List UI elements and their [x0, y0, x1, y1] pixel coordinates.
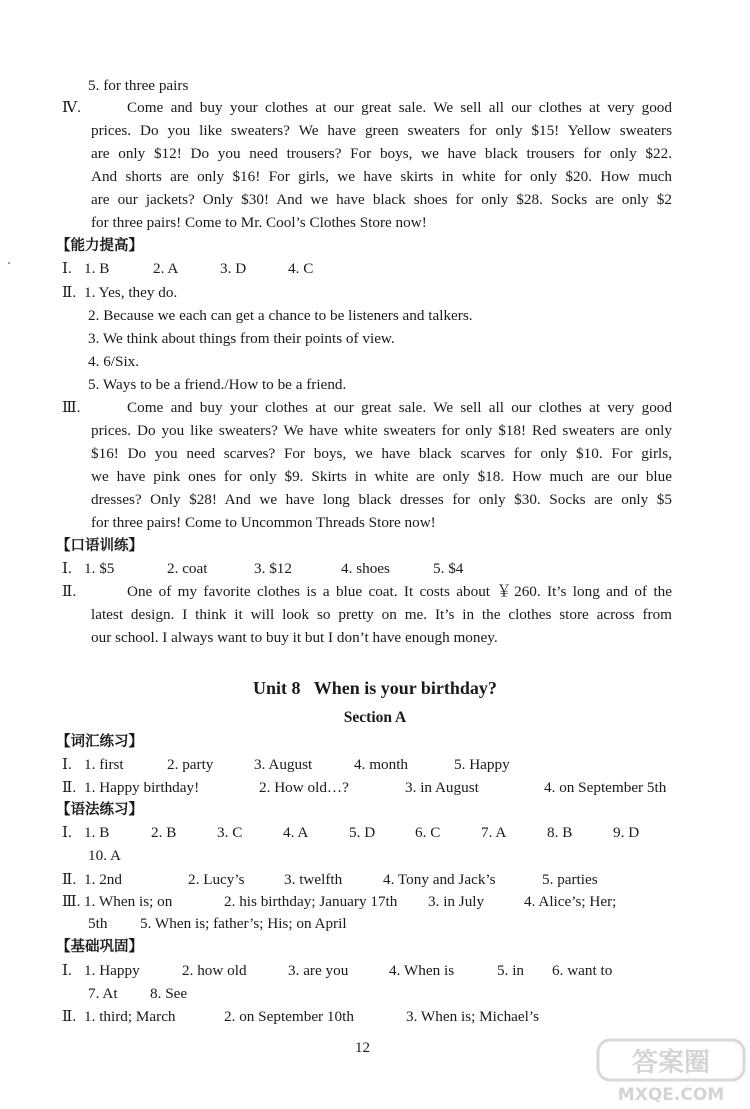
roman-numeral: Ⅱ.	[62, 284, 77, 301]
answer: 4. month	[354, 756, 409, 773]
answer-row	[84, 823, 639, 843]
answer: 5. $4	[433, 560, 464, 577]
answer: 2. A	[153, 260, 179, 277]
paragraph-line: Come and buy your clothes at our great sale. We sell all our clothes at very good	[127, 99, 672, 116]
answer-row	[84, 755, 510, 775]
section-header: 【词汇练习】	[56, 734, 143, 750]
answer: 3. We think about things from their points of view.	[88, 330, 395, 347]
roman-numeral: Ⅰ.	[62, 962, 72, 979]
paragraph-line: Come and buy your clothes at our great sale. We sell all our clothes at very good	[127, 399, 672, 416]
paragraph-line: we have pink ones for only $9. Skirts in white are only $18. How much are our blue	[91, 468, 672, 485]
roman-numeral: Ⅰ.	[62, 560, 72, 577]
paragraph-line: prices. Do you like sweaters? We have green sweaters for only $15! Yellow sweaters	[91, 122, 672, 139]
answer: 3. are you	[288, 962, 349, 979]
item-line: 5. for three pairs	[88, 77, 189, 94]
answer: 1. When is; on	[84, 893, 173, 910]
section-header: 【能力提高】	[56, 238, 143, 254]
answer: 4. shoes	[341, 560, 390, 577]
section-title: Section A	[343, 709, 407, 726]
unit-title: Unit 8 When is your birthday?	[253, 678, 497, 698]
answer: 1. first	[84, 756, 124, 773]
answer-row	[88, 984, 187, 1004]
paragraph-line: are only $12! Do you need trousers? For boys, we have black trousers for only $22.	[91, 145, 672, 162]
paragraph-line: And shorts are only $16! For girls, we have skirts in white for only $20. How much	[91, 168, 672, 185]
page-number: 12	[355, 1040, 370, 1056]
answer: 8. See	[150, 985, 188, 1002]
answer: 4. Alice’s; Her;	[524, 893, 617, 910]
answer-row	[84, 259, 313, 279]
paragraph-line: latest design. I think it will look so pretty on me. It’s in the clothes store across from	[91, 606, 672, 623]
watermark-graphic	[596, 1038, 746, 1104]
answer: 2. coat	[167, 560, 208, 577]
roman-numeral: Ⅱ.	[62, 583, 77, 600]
scan-speck	[8, 262, 10, 264]
answer: 3. D	[220, 260, 247, 277]
answer: 3. August	[254, 756, 313, 773]
roman-numeral: Ⅲ.	[62, 893, 81, 910]
answer: 8. B	[547, 824, 573, 841]
answer: 6. C	[415, 824, 441, 841]
answer: 5. Ways to be a friend./How to be a friend.	[88, 376, 347, 393]
answer: 7. A	[481, 824, 507, 841]
answer: 4. C	[288, 260, 314, 277]
paragraph-line: dresses? Only $28! And we have long black dresses for only $30. Socks are only $5	[91, 491, 672, 508]
answer: 10. A	[88, 847, 121, 864]
watermark-text-top: 答案圈	[631, 1048, 711, 1078]
answer: 5th	[88, 915, 108, 932]
answer: 1. 2nd	[84, 871, 122, 888]
answer: 1. third; March	[84, 1008, 176, 1025]
paragraph-line: our school. I always want to buy it but I don’t have enough money.	[91, 629, 498, 646]
answer: 1. B	[84, 824, 110, 841]
paragraph-line: $16! Do you need scarves? For boys, we have black scarves for only $10. For girls,	[91, 445, 672, 462]
roman-numeral: Ⅱ.	[62, 871, 77, 888]
roman-numeral: Ⅱ.	[62, 779, 77, 796]
section-header: 【语法练习】	[56, 802, 143, 818]
roman-numeral: Ⅲ.	[62, 399, 81, 416]
answer: 1. Happy	[84, 962, 140, 979]
answer: 4. When is	[389, 962, 455, 979]
answer: 4. on September 5th	[544, 779, 667, 796]
answer: 6. want to	[552, 962, 613, 979]
paragraph-line: prices. Do you like sweaters? We have white sweaters for only $18! Red sweaters are only	[91, 422, 672, 439]
answer-row	[84, 778, 666, 798]
answer: 2. his birthday; January 17th	[224, 893, 398, 910]
paragraph-line: are our jackets? Only $30! And we have black shoes for only $28. Socks are only $2	[91, 191, 672, 208]
paragraph-line: One of my favorite clothes is a blue coat. It costs about ￥260. It’s long and of the	[127, 583, 672, 600]
answer-row	[84, 892, 616, 912]
answer: 5. Happy	[454, 756, 510, 773]
answer: 1. Happy birthday!	[84, 779, 200, 796]
answer: 7. At	[88, 985, 118, 1002]
answer: 2. How old…?	[259, 779, 349, 796]
answer: 2. Lucy’s	[188, 871, 245, 888]
answer: 3. C	[217, 824, 243, 841]
answer: 9. D	[613, 824, 640, 841]
answer: 5. parties	[542, 871, 598, 888]
answer: 3. in July	[428, 893, 485, 910]
answer-row	[84, 559, 463, 579]
roman-numeral: Ⅰ.	[62, 756, 72, 773]
section-header: 【基础巩固】	[56, 939, 143, 955]
section-header: 【口语训练】	[56, 538, 143, 554]
answer-row	[88, 914, 347, 934]
answer-row	[84, 961, 612, 981]
answer: 4. 6/Six.	[88, 353, 140, 370]
answer: 2. B	[151, 824, 177, 841]
answer: 4. A	[283, 824, 309, 841]
answer: 4. Tony and Jack’s	[383, 871, 496, 888]
watermark-logo	[596, 1038, 746, 1104]
answer: 2. on September 10th	[224, 1008, 354, 1025]
answer: 5. in	[497, 962, 525, 979]
answer: 2. how old	[182, 962, 247, 979]
answer-row	[84, 1007, 539, 1027]
watermark-text-bottom: MXQE.COM	[617, 1085, 725, 1104]
roman-numeral: Ⅱ.	[62, 1008, 77, 1025]
answer-row	[84, 870, 598, 890]
roman-numeral: Ⅳ.	[62, 99, 81, 116]
answer: 3. twelfth	[284, 871, 343, 888]
roman-numeral: Ⅰ.	[62, 260, 72, 277]
answer: 1. $5	[84, 560, 115, 577]
answer: 1. Yes, they do.	[84, 284, 178, 301]
paragraph-line: for three pairs! Come to Uncommon Threads Store now!	[91, 514, 436, 531]
answer: 3. in August	[405, 779, 479, 796]
paragraph-line: for three pairs! Come to Mr. Cool’s Clothes Store now!	[91, 214, 427, 231]
answer: 2. party	[167, 756, 214, 773]
answer: 3. When is; Michael’s	[406, 1008, 540, 1025]
answer: 3. $12	[254, 560, 292, 577]
roman-numeral: Ⅰ.	[62, 824, 72, 841]
answer: 5. When is; father’s; His; on April	[140, 915, 347, 932]
answer: 1. B	[84, 260, 110, 277]
answer: 2. Because we each can get a chance to be listeners and talkers.	[88, 307, 473, 324]
answer: 5. D	[349, 824, 376, 841]
